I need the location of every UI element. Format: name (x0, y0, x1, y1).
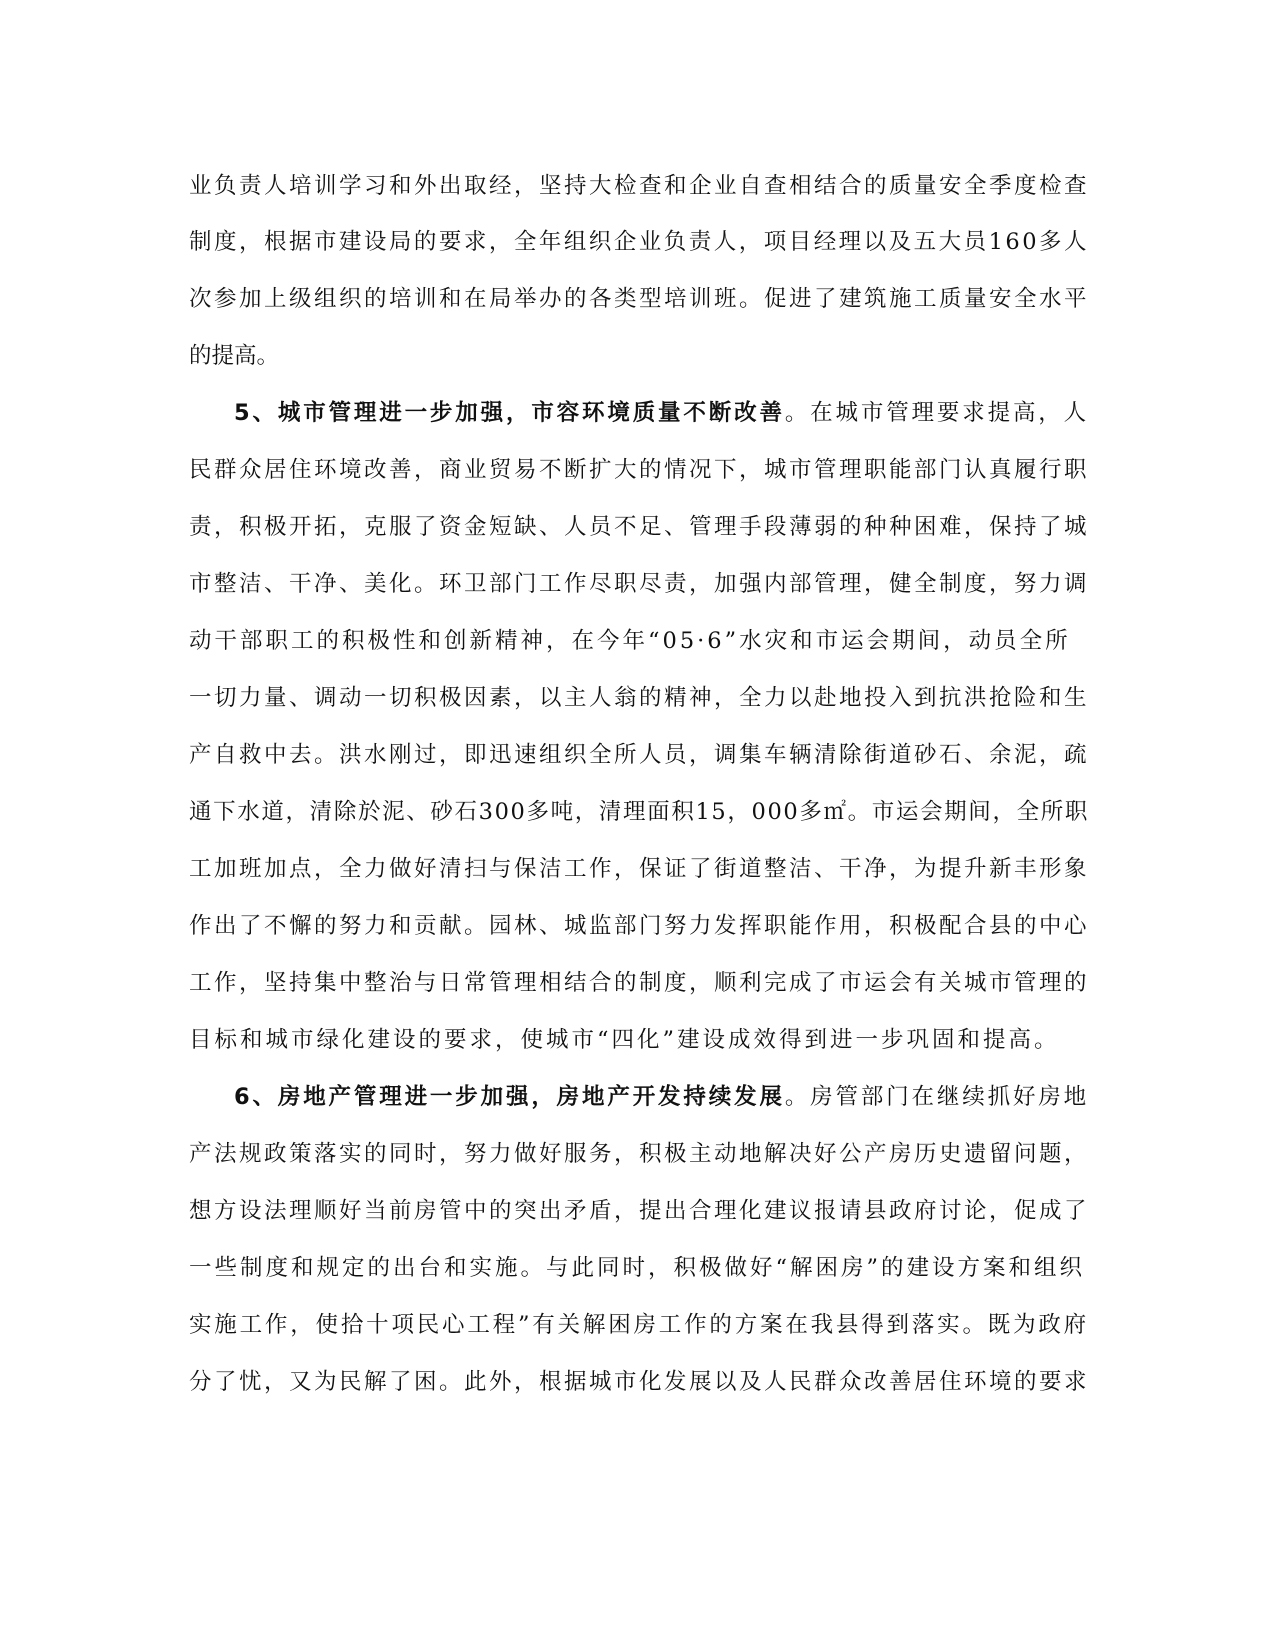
line-text: 通下水道，清除於泥、砂石300多吨，清理面积15，000多㎡。市运会期间，全所职 (189, 799, 1089, 825)
line-text: 业负责人培训学习和外出取经，坚持大检查和企业自查相结合的质量安全季度检查 (189, 173, 1089, 199)
line-text: 一些制度和规定的出台和实施。与此同时，积极做好“解困房”的建设方案和组织 (189, 1255, 1086, 1281)
line-text: 动干部职工的积极性和创新精神，在今年“05·6”水灾和市运会期间，动员全所 (189, 628, 1071, 654)
text-line (189, 222, 1089, 262)
line-text: 责，积极开拓，克服了资金短缺、人员不足、管理手段薄弱的种种困难，保持了城 (189, 514, 1089, 540)
text-line (189, 1248, 1089, 1288)
section-heading-6: 6、房地产管理进一步加强，房地产开发持续发展 (234, 1084, 785, 1110)
line-text: 工作，坚持集中整治与日常管理相结合的制度，顺利完成了市运会有关城市管理的 (189, 970, 1089, 996)
section-heading-line (189, 1077, 1089, 1117)
line-text: 制度，根据市建设局的要求，全年组织企业负责人，项目经理以及五大员160多人 (189, 229, 1089, 255)
text-line (189, 1362, 1089, 1402)
text-line (189, 621, 1089, 661)
line-text: 次参加上级组织的培训和在局举办的各类型培训班。促进了建筑施工质量安全水平 (189, 286, 1089, 312)
text-line (189, 849, 1089, 889)
text-line (189, 166, 1089, 206)
text-line (189, 336, 1089, 376)
line-text: 的提高。 (189, 343, 280, 369)
text-line (189, 963, 1089, 1003)
line-text: 市整洁、干净、美化。环卫部门工作尽职尽责，加强内部管理，健全制度，努力调 (189, 571, 1089, 597)
text-line (189, 792, 1089, 832)
text-line (189, 1305, 1089, 1345)
text-line (189, 1191, 1089, 1231)
line-text: 想方设法理顺好当前房管中的突出矛盾，提出合理化建议报请县政府讨论，促成了 (189, 1198, 1089, 1224)
text-line (189, 1134, 1089, 1174)
text-line (189, 279, 1089, 319)
text-line (189, 678, 1089, 718)
section-heading-line (189, 393, 1089, 433)
text-line (189, 507, 1089, 547)
line-text: 一切力量、调动一切积极因素，以主人翁的精神，全力以赴地投入到抗洪抢险和生 (189, 685, 1089, 711)
text-line (189, 564, 1089, 604)
section-heading-5: 5、城市管理进一步加强，市容环境质量不断改善 (234, 400, 785, 426)
line-text: 。在城市管理要求提高，人 (784, 400, 1089, 426)
line-text: 。房管部门在继续抓好房地 (784, 1084, 1089, 1110)
text-line (189, 1020, 1089, 1060)
line-text: 工加班加点，全力做好清扫与保洁工作，保证了街道整洁、干净，为提升新丰形象 (189, 856, 1089, 882)
line-text: 产法规政策落实的同时，努力做好服务，积极主动地解决好公产房历史遗留问题， (189, 1141, 1089, 1167)
text-line (189, 906, 1089, 946)
line-text: 实施工作，使拾十项民心工程”有关解困房工作的方案在我县得到落实。既为政府 (189, 1312, 1089, 1338)
line-text: 产自救中去。洪水刚过，即迅速组织全所人员，调集车辆清除街道砂石、余泥，疏 (189, 742, 1089, 768)
text-line (189, 450, 1089, 490)
line-text: 目标和城市绿化建设的要求，使城市“四化”建设成效得到进一步巩固和提高。 (189, 1027, 1060, 1053)
line-text: 民群众居住环境改善，商业贸易不断扩大的情况下，城市管理职能部门认真履行职 (189, 457, 1089, 483)
line-text: 作出了不懈的努力和贡献。园林、城监部门努力发挥职能作用，积极配合县的中心 (189, 913, 1089, 939)
text-line (189, 735, 1089, 775)
line-text: 分了忧，又为民解了困。此外，根据城市化发展以及人民群众改善居住环境的要求 (189, 1369, 1089, 1395)
